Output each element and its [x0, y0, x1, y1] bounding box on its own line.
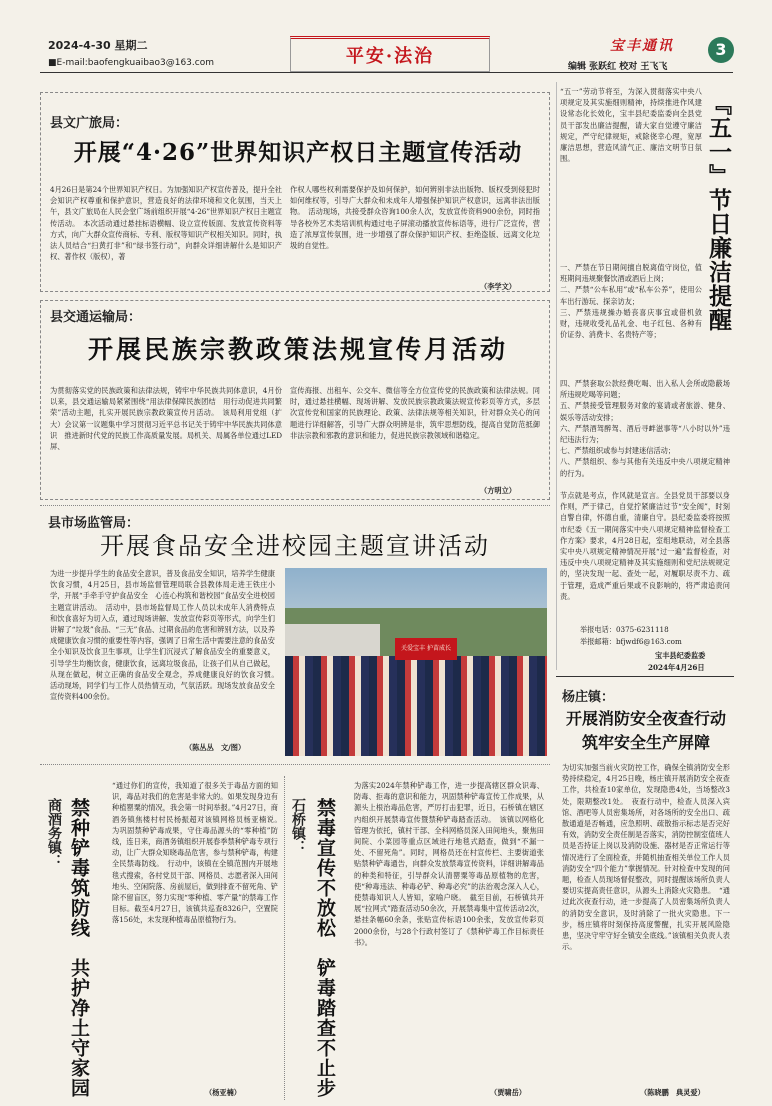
report-email: 举报邮箱：bfjwdf6@163.com: [580, 637, 682, 646]
sidebar1-signature: 宝丰县纪委监委: [655, 651, 706, 660]
article2-col2: 宣传海报、出租车、公交车、微信等全方位宣传党的民族政策和法律法规。同时，通过悬挂横幅、现场讲解、发放民族宗教政策法规宣传彩页等方式，多层次宣传党和国家的民族理论、政策、法律法规等相关知识，针对群众关心的问题进行详细解答，引导广大群众明辨是非，筑牢思想防线，提高自觉防范抵御非法宗教和邪教的意识和能力，促进民族宗教领域和谐稳定。: [290, 386, 540, 440]
sidebar2-title2: 筑牢安全生产屏障: [581, 733, 710, 752]
sidebar1-rules: [560, 262, 702, 340]
article4-dept: 商酒务镇：: [46, 798, 62, 868]
article1-col1: 4月26日是第24个世界知识产权日。为加强知识产权宣传普及，提升全社会知识产权尊重和保护意识，营造良好的法律环境和文化氛围，当天上午，县文广旅局在人民会堂广场前组织开展“4·26”世界知识产权日主题宣传活动。 本次活动通过悬挂标语横幅、设立宣传版面、发放宣传资料等方式，向广大群众宣传商标、专利、版权等知识产权相关知识。同时，执法人员结合“扫黄打非”和“绿书签行动”，向群众详细讲解什么是知识产权、著作权（版权），著: [50, 185, 282, 262]
sidebar2-body: 为切实加强当前火灾防控工作，确保全镇消防安全形势持续稳定，4月25日晚，杨庄镇开展消防安全夜查工作，共检查10家单位，发现隐患4处，当场整改3处，限期整改1处。 夜查行动中，检查人员深入宾馆、酒吧等人员密集场所，对各场所的安全出口、疏散通道是否畅通，应急照明、疏散指示标志是否完好有效，消防安全责任制是否落实，消防控制室值班人员是否持证上岗以及消防设施、器材是否正常运行等情况进行了全面检查，并随机抽查相关单位工作人员消防安全“四个能力”掌握情况。针对检查中发现的问题，检查人员现场督促整改，同时提醒该场所负责人要切实提高责任意识，从源头上消除火灾隐患。 “通过此次夜查行动，进一步提高了人员密集场所负责人的消防安全意识，及时消除了一批火灾隐患。下一步，杨庄镇将时刻保持高度警醒，扎实开展风险隐患，坚决守牢守好全镇安全底线。”该镇相关负责人表示。: [562, 763, 730, 952]
article1-col2: 作权人哪些权利需要保护及如何保护，如何辨别非法出版物、版权受到侵犯时如何维权等，引导广大群众和未成年人增强保护知识产权意识，远离非法出版物。 活动现场，共接受群众咨询100余人次，发放宣传资料900余份，同时指导各校外艺术类培训机构通过电子屏滚动播放宣传标语等，进行广泛宣传，营造了浓厚宣传氛围，进一步增强了群众保护知识产权、拒绝盗版、远离文化垃圾的自觉性。: [290, 185, 540, 251]
editors-line: 编辑 张跃红 校对 王飞飞: [568, 62, 668, 72]
article3-rule: [40, 505, 550, 506]
rule-item: 二、严禁“公车私用”或“私车公养”，使用公车出行游玩、探亲访友；: [560, 285, 702, 306]
rule-item: 四、严禁套取公款经费吃喝、出入私人会所或隐蔽场所违规吃喝等问题；: [560, 379, 730, 400]
article4-byline: （杨亚楠）: [205, 1088, 241, 1097]
masthead-rule: [40, 72, 733, 73]
sidebar1-intro: “五一”劳动节将至，为深入贯彻落实中央八项规定及其实施细则精神，持续推进作风建设常态化长效化，宝丰县纪委监委向全县党员干部发出廉洁提醒，请大家自觉遵守廉洁规定，严守纪律规矩，戒除侥幸心理，宽厚廉洁思想，营造风清气正、廉洁文明节日氛围。: [560, 87, 702, 164]
issue-date: 2024-4-30 星期二: [48, 39, 148, 52]
school-event-photo: [285, 568, 547, 756]
page-number-badge: 3: [708, 37, 734, 63]
article2-title: 开展民族宗教政策法规宣传月活动: [87, 335, 508, 364]
article3-byline: （陈丛丛 文/图）: [185, 743, 246, 752]
paper-name: 宝丰通讯: [610, 38, 674, 54]
bottom-rule: [40, 764, 550, 765]
sidebar-divider: [556, 82, 557, 670]
rule-item: 五、严禁接受管理服务对象的宴请或者旅游、健身、娱乐等活动安排；: [560, 401, 730, 422]
article3-title: 开展食品安全进校园主题宣讲活动: [100, 532, 490, 560]
rule-item: 三、严禁违规操办婚丧喜庆事宜或借机敛财，违规收受礼品礼金、电子红包、各种有价证券、消费卡、名贵特产等；: [560, 307, 702, 340]
report-phone: 举报电话：0375-6231118: [580, 625, 669, 634]
photo-banner: 关爱宝丰 护苗成长: [395, 638, 457, 660]
rule-item: 七、严禁组织或参与封建迷信活动；: [560, 446, 676, 456]
sidebar2-byline: （陈晓鹏 典灵爱）: [640, 1088, 705, 1097]
sidebar1-title: 『五一』节日廉洁提醒: [705, 92, 732, 332]
article2-dept: 县交通运输局：: [50, 310, 142, 325]
sidebar1-date: 2024年4月26日: [648, 663, 705, 672]
article3-col1: 为进一步提升学生的食品安全意识，普及食品安全知识，培养学生健康饮食习惯，4月25日，县市场监督管理局联合县教体局走进王铁庄小学，开展“手牵手守护食品安全 心连心构筑和谐校园”食品安全进校园主题宣讲活动。 活动中，县市场监督局工作人员以未成年人消费特点和饮食喜好为切入点，通过现场讲解、发放宣传彩页等形式，向学生们讲解了“垃圾”食品、“三无”食品、过期食品的危害和辨别方法，以及养成健康饮食习惯的重要性等内容，强调了日常生活中需要注意的食品安全小知识及饮食卫生事项，让学生们沉浸式了解食品安全的重要意义，引导学生均衡饮食，健康饮食，远离垃圾食品，让孩子们从自己做起，从现在做起，树立正确的食品安全观念，养成健康良好的饮食习惯。 活动现场，同学们与工作人员热情互动，气氛活跃。现场发放食品安全宣传资料400余份。: [50, 569, 283, 702]
sidebar2-title1: 开展消防安全夜查行动: [565, 709, 726, 728]
article5-dept: 石桥镇：: [290, 798, 306, 854]
article4-title: 禁种铲毒筑防线 共护净土守家园: [68, 798, 90, 1098]
rule-item: 一、严禁在节日期间擅自脱离值守岗位，值班期间违规聚餐饮酒或酒后上岗；: [560, 263, 702, 284]
sidebar1-closing: 节点就是考点，作风就是宣言。全县党员干部要以身作则，严于律己，自觉拧紧廉洁过节“安全阀”，时刻自警自律，怀德自重，清廉自守。县纪委监委将按照市纪委《五一期间落实中央八项规定精神监督检查工作方案》要求，4月28日起，室组地联动，对全县落实中央八项规定精神情况开展“过一遍”监督检查，对违反中央八项规定精神及其实施细则和党纪法规规定的，坚决发现一起、查处一起，对履职尽责不力、疏于管理，造成严重后果或不良影响的，将严肃追责问责。: [560, 491, 730, 601]
sidebar1-rules-wide: [560, 378, 730, 479]
contact-email: ■E-mail:baofengkuaibao3@163.com: [48, 58, 214, 68]
article2-byline: （方明立）: [480, 486, 516, 495]
sidebar2-dept: 杨庄镇：: [562, 690, 615, 705]
article1-title: 开展“4·26”世界知识产权日主题宣传活动: [73, 139, 523, 166]
article4-body: “通过你们的宣传，我知道了很多关于毒品方面的知识，毒品对我们的危害是非常大的。如果发现身边有种植罂粟的情况，我会第一时间举报。”4月27日，商酒务镇焦楼村村民杨振超对该镇网格员杨亚楠说。 为巩固禁种铲毒成果，守住毒品源头的“零种植”防线，连日来，商酒务镇组织开展春季禁种铲毒专项行动，让广大群众知晓毒品危害，参与禁种铲毒，构建全民禁毒防线。 行动中，该镇在全镇范围内开展地毯式搜索，各村党员干部、网格员、志愿者深入田间地头、空闲院落、房前屋后，做到排查不留死角、铲除不留盲区，努力实现“零种植、零产量”的禁毒工作目标。截至4月27日，该镇共巡查8326户，空置院落156处，未发现种植毒品原植物行为。: [112, 781, 286, 925]
rule-item: 六、严禁酒驾醉驾、酒后寻衅滋事等“八小时以外”违纪违法行为；: [560, 423, 730, 445]
sidebar2-rule: [556, 676, 734, 677]
article3-dept: 县市场监管局：: [48, 516, 140, 531]
article5-title: 禁毒宣传不放松 铲毒踏查不止步: [314, 798, 336, 1098]
article5-byline: （贾啸岳）: [490, 1088, 526, 1097]
article5-divider: [284, 776, 285, 1100]
article1-dept: 县文广旅局：: [50, 116, 129, 131]
article1-byline: （李学文）: [480, 282, 516, 291]
section-name: 平安·法治: [345, 46, 435, 67]
photo-crowd: [285, 656, 547, 756]
article5-body: 为落实2024年禁种铲毒工作，进一步提高辖区群众识毒、防毒、拒毒的意识和能力，巩固禁种铲毒宣传工作成果，从源头上根治毒品危害，严厉打击犯罪，近日，石桥镇在辖区内组织开展禁毒宣传暨禁种铲毒踏查活动。 该镇以网格化管理为依托，镇村干部、全科网格员深入田间地头，聚焦田间院、小菜园等重点区域进行地毯式踏查，做到“不漏一处、不留死角”。同时，网格员还在村宣传栏、主要街道张贴禁种铲毒通告，向群众发放禁毒宣传资料，详细讲解毒品的种类和特征，引导群众认清罂粟等毒品原植物的危害，使“种毒违法、种毒必铲、种毒必究”的法治观念深入人心，使禁毒知识人人皆知，家喻户晓。 截至目前，石桥镇共开展“拉网式”踏查活动50余次，开展禁毒集中宣传活动2次，悬挂条幅60余条，张贴宣传标语100余张，发放宣传彩页2000余份，与28个行政村签订了《禁种铲毒工作目标责任书》。: [354, 781, 544, 947]
rule-item: 八、严禁组织、参与其他有关违反中央八项规定精神的行为。: [560, 457, 730, 478]
article2-col1: 为贯彻落实党的民族政策和法律法规，铸牢中华民族共同体意识，4月份以来，县交通运输局紧紧围绕“用法律保障民族团结 用行动促进共同繁荣”活动主题，扎实开展民族宗教政策宣传月活动。 该局利用党组（扩大）会议第一议题集中学习贯彻习近平总书记关于铸牢中华民族共同体意识 推进新时代党的民族工作高质量发展。局机关、局属各单位通过LED屏、: [50, 386, 282, 452]
